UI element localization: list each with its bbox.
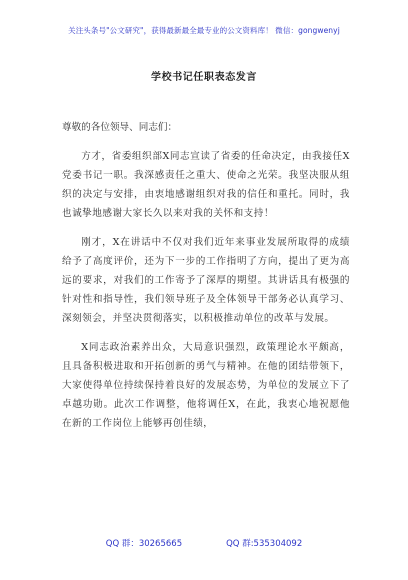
- document-title: 学校书记任职表态发言: [151, 72, 257, 83]
- header-banner: 关注头条号"公文研究"，获得最新最全最专业的公文资料库！ 微信：gongwenyj: [68, 26, 340, 35]
- paragraph-2: 刚才，X在讲话中不仅对我们近年来事业发展所取得的成绩给予了高度评价，还为下一步的工作指明了方向，提出了更为高远的要求，对我们的工作寄予了深厚的期望。其讲话具有极强的针对性和指导性，我们领导班子及全体领导干部务必认真学习、深刻领会，并坚决贯彻落实，以积极推动单位的改革与发展。: [62, 237, 350, 324]
- footer-qq-group-right: QQ 群:535304092: [226, 539, 303, 549]
- footer-qq-group-left: QQ 群：30265665: [105, 539, 183, 549]
- footer-contact: [0, 537, 408, 549]
- paragraph-1: 方才，省委组织部X同志宣读了省委的任命决定，由我接任X党委书记一职。我深感责任之重大、使命之光荣。我坚决服从组织的决定与安排，由衷地感谢组织对我的信任和重托。同时，我也诚挚地感谢大家长久以来对我的关怀和支持！: [62, 151, 350, 219]
- salutation: 尊敬的各位领导、同志们：: [62, 122, 178, 133]
- document-body: [62, 118, 350, 443]
- paragraph-3: X同志政治素养出众，大局意识强烈，政策理论水平颇高，且具备积极进取和开拓创新的勇气与精神。在他的团结带领下，大家使得单位持续保持着良好的发展态势，为单位的发展立下了卓越功勋。此次工作调整，他将调任X，在此，我衷心地祝愿他在新的工作岗位上能够再创佳绩，: [62, 342, 350, 429]
